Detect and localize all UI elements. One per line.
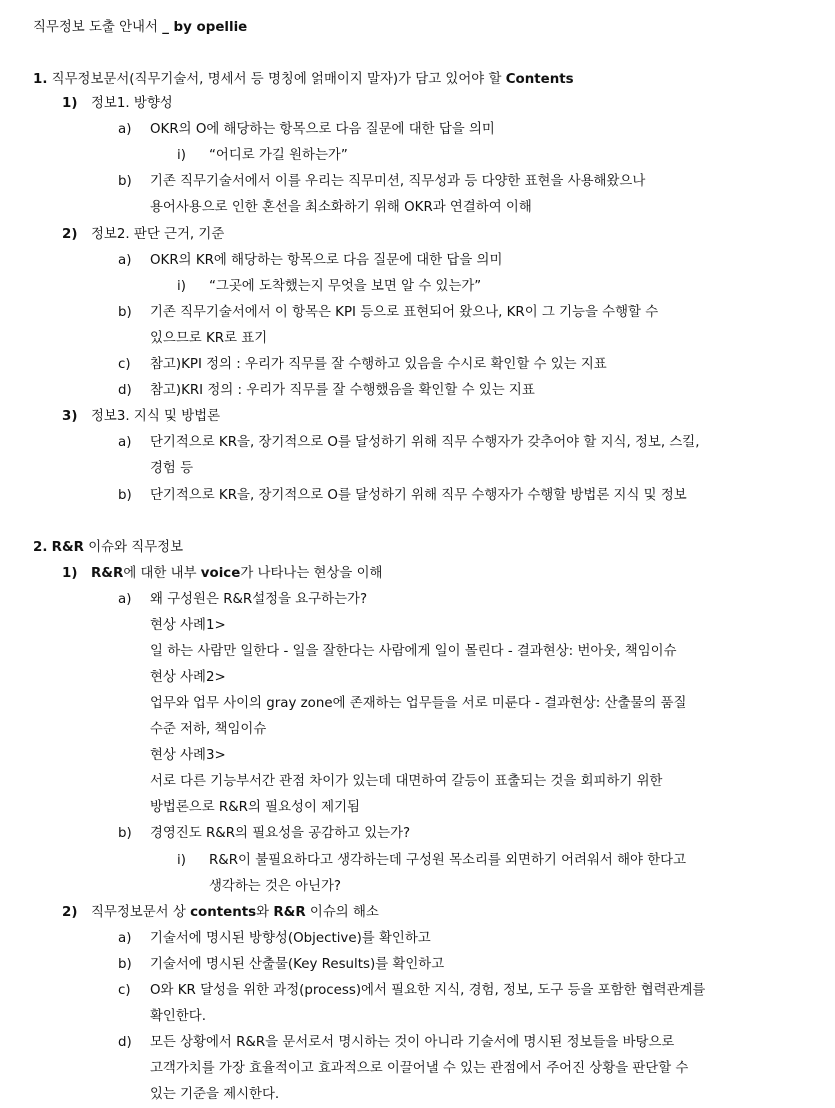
- list-item-label: 정보3. 지식 및 방법론: [91, 409, 221, 424]
- list-marker: c): [118, 357, 131, 372]
- list-marker: b): [118, 488, 132, 503]
- list-item-label: [91, 561, 382, 586]
- list-item: 왜 구성원은 R&R설정을 요구하는가?: [150, 592, 368, 607]
- list-item: 기술서에 명시된 산출물(Key Results)를 확인하고: [150, 957, 445, 972]
- section-heading-keyword: Contents: [505, 72, 574, 87]
- list-item-label: 정보2. 판단 근거, 기준: [91, 227, 225, 242]
- label-text: 이슈의 해소: [309, 905, 379, 920]
- case-text: 업무와 업무 사이의 gray zone에 존재하는 업무들을 서로 미룬다 - 결과현상: 산출물의 품질: [150, 696, 687, 711]
- list-marker: a): [118, 931, 132, 946]
- list-marker: b): [118, 305, 132, 320]
- list-item: 경영진도 R&R의 필요성을 공감하고 있는가?: [150, 826, 411, 841]
- case-label: 현상 사례3>: [150, 748, 226, 763]
- list-item: 기술서에 명시된 방향성(Objective)를 확인하고: [150, 931, 431, 946]
- case-label: 현상 사례2>: [150, 670, 226, 685]
- list-item-line: 확인한다.: [150, 1009, 206, 1024]
- list-marker: b): [118, 174, 132, 189]
- section-heading-keyword: R&R: [51, 540, 84, 555]
- list-item: 참고)KPI 정의 : 우리가 직무를 잘 수행하고 있음을 수시로 확인할 수 있는 지표: [150, 357, 607, 372]
- list-item-line: 기존 직무기술서에서 이 항목은 KPI 등으로 표현되어 왔으나, KR이 그 기능을 수행할 수: [150, 305, 659, 320]
- list-item: 단기적으로 KR을, 장기적으로 O를 달성하기 위해 직무 수행자가 수행할 방법론 지식 및 정보: [150, 488, 687, 503]
- label-keyword: R&R: [273, 905, 306, 920]
- list-marker: 1): [62, 566, 78, 581]
- list-item-line: 단기적으로 KR을, 장기적으로 O를 달성하기 위해 직무 수행자가 갖추어야 할 지식, 정보, 스킬,: [150, 435, 700, 450]
- list-item-line: 기존 직무기술서에서 이를 우리는 직무미션, 직무성과 등 다양한 표현을 사용해왔으나: [150, 174, 646, 189]
- case-label: 현상 사례1>: [150, 618, 226, 633]
- label-text: 가 나타나는 현상을 이해: [240, 566, 383, 581]
- section-number: 1.: [33, 72, 48, 87]
- list-item-line: 있으므로 KR로 표기: [150, 331, 268, 346]
- list-item: “그곳에 도착했는지 무엇을 보면 알 수 있는가”: [209, 279, 482, 294]
- list-marker: i): [177, 148, 186, 163]
- list-marker: b): [118, 957, 132, 972]
- list-marker: 1): [62, 96, 78, 111]
- list-marker: a): [118, 435, 132, 450]
- label-keyword: R&R: [91, 566, 124, 581]
- list-item-line: 생각하는 것은 아닌가?: [209, 879, 342, 894]
- list-marker: b): [118, 826, 132, 841]
- case-text: 방법론으로 R&R의 필요성이 제기됨: [150, 800, 360, 815]
- section-heading-text: 직무정보문서(직무기술서, 명세서 등 명칭에 얽매이지 말자)가 담고 있어야 할: [51, 72, 502, 87]
- list-item-line: 있는 기준을 제시한다.: [150, 1087, 280, 1102]
- list-item: OKR의 O에 해당하는 항목으로 다음 질문에 대한 답을 의미: [150, 122, 495, 137]
- list-item: 참고)KRI 정의 : 우리가 직무를 잘 수행했음을 확인할 수 있는 지표: [150, 383, 535, 398]
- list-item: “어디로 가길 원하는가”: [209, 148, 348, 163]
- list-marker: 3): [62, 409, 78, 424]
- list-item-line: 경험 등: [150, 461, 194, 476]
- list-item-line: 용어사용으로 인한 혼선을 최소화하기 위해 OKR과 연결하여 이해: [150, 200, 532, 215]
- case-text: 일 하는 사람만 일한다 - 일을 잘한다는 사람에게 일이 몰린다 - 결과현상: 번아웃, 책임이슈: [150, 644, 677, 659]
- list-item-label: [91, 900, 379, 925]
- list-marker: 2): [62, 227, 78, 242]
- list-marker: i): [177, 279, 186, 294]
- section-heading-text: 이슈와 직무정보: [88, 540, 184, 555]
- list-marker: i): [177, 853, 186, 868]
- label-text: 와: [256, 905, 270, 920]
- list-marker: a): [118, 253, 132, 268]
- section-1-heading: [33, 67, 574, 92]
- list-marker: a): [118, 592, 132, 607]
- list-marker: d): [118, 383, 132, 398]
- list-item-label: 정보1. 방향성: [91, 96, 173, 111]
- case-text: 서로 다른 기능부서간 관점 차이가 있는데 대면하여 갈등이 표출되는 것을 회피하기 위한: [150, 774, 663, 789]
- case-text: 수준 저하, 책임이슈: [150, 722, 267, 737]
- list-marker: a): [118, 122, 132, 137]
- label-keyword: voice: [200, 566, 241, 581]
- list-marker: c): [118, 983, 131, 998]
- section-2-heading: [33, 535, 183, 560]
- list-item: OKR의 KR에 해당하는 항목으로 다음 질문에 대한 답을 의미: [150, 253, 503, 268]
- list-item-line: R&R이 불필요하다고 생각하는데 구성원 목소리를 외면하기 어려워서 해야 한다고: [209, 853, 687, 868]
- label-keyword: contents: [190, 905, 257, 920]
- list-item-line: O와 KR 달성을 위한 과정(process)에서 필요한 지식, 경험, 정보, 도구 등을 포함한 협력관계를: [150, 983, 706, 998]
- document-title: [33, 15, 247, 40]
- title-author: _ by opellie: [162, 20, 248, 35]
- title-text: 직무정보 도출 안내서: [33, 20, 158, 35]
- section-number: 2.: [33, 540, 48, 555]
- list-marker: d): [118, 1035, 132, 1050]
- list-item-line: 모든 상황에서 R&R을 문서로서 명시하는 것이 아니라 기술서에 명시된 정보들을 바탕으로: [150, 1035, 675, 1050]
- label-text: 에 대한 내부: [123, 566, 197, 581]
- list-marker: 2): [62, 905, 78, 920]
- label-text: 직무정보문서 상: [91, 905, 186, 920]
- list-item-line: 고객가치를 가장 효율적이고 효과적으로 이끌어낼 수 있는 관점에서 주어진 상황을 판단할 수: [150, 1061, 689, 1076]
